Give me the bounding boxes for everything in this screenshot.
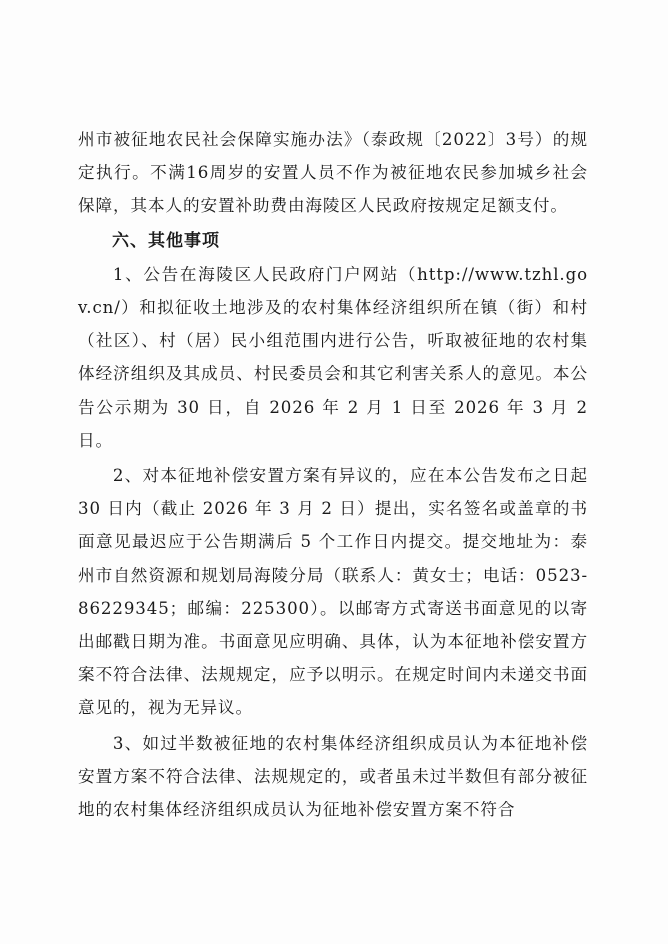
paragraph-item-3: 3、如过半数被征地的农村集体经济组织成员认为本征地补偿安置方案不符合法律、法规规定的，或者虽未过半数但有部分被征地的农村集体经济组织成员认为征地补偿安置方案不符合 [78, 733, 588, 820]
continuation-paragraph: 州市被征地农民社会保障实施办法》（泰政规〔2022〕3号）的规定执行。不满16周岁的安置人员不作为被征地农民参加城乡社会保障，其本人的安置补助费由海陵区人民政府按规定足额支付。 [78, 130, 588, 216]
document-body [78, 123, 588, 826]
paragraph-item-1: 1、公告在海陵区人民政府门户网站（http://www.tzhl.gov.cn/）和拟征收土地涉及的农村集体经济组织所在镇（街）和村（社区）、村（居）民小组范围内进行公告，听取被征地的农村集体经济组织及其成员、村民委员会和其它利害关系人的意见。本公告公示期为 30 日，自 2026 年 2 月 1 日至 2026 年 3 月 2 日。 [78, 264, 588, 450]
section-heading: 六、其他事项 [112, 230, 220, 251]
paragraph-item-2: 2、对本征地补偿安置方案有异议的，应在本公告发布之日起 30 日内（截止 2026 年 3 月 2 日）提出，实名签名或盖章的书面意见最迟应于公告期满后 5 个工作日内提交。提交地址为：泰州市自然资源和规划局海陵分局（联系人：黄女士；电话：0523-86229345；邮编：225300）。以邮寄方式寄送书面意见的以寄出邮戳日期为准。书面意见应明确、具体，认为本征地补偿安置方案不符合法律、法规规定，应予以明示。在规定时间内未递交书面意见的，视为无异议。 [78, 466, 588, 718]
